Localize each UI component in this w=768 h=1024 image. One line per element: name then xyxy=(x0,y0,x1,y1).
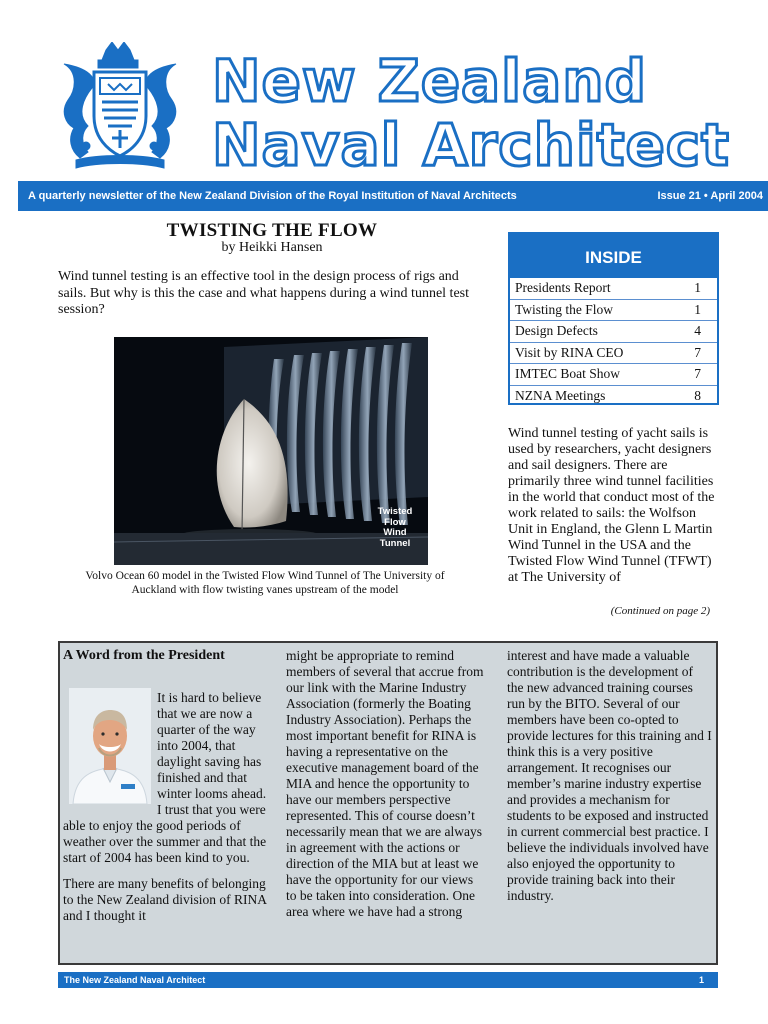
toc-item[interactable] xyxy=(510,278,717,300)
article-title: TWISTING THE FLOW xyxy=(166,220,378,241)
toc-item-label: NZNA Meetings xyxy=(515,387,606,403)
toc-item-page: 8 xyxy=(694,387,701,403)
toc-item-page: 1 xyxy=(694,280,701,295)
inside-contents-box xyxy=(508,232,719,405)
toc-item[interactable] xyxy=(510,386,717,407)
twisted-flow-logo: Twisted Flow Wind Tunnel xyxy=(377,506,413,549)
toc-item-label: Twisting the Flow xyxy=(515,301,614,317)
toc-item-page: 1 xyxy=(694,301,701,317)
toc-item-label: Presidents Report xyxy=(515,280,611,295)
toc-item-label: Design Defects xyxy=(515,323,598,338)
president-paragraph-2: There are many benefits of belonging to the New Zealand division of RINA and I thought it xyxy=(63,876,267,923)
issue-label: Issue 21 • April 2004 xyxy=(657,190,763,202)
president-heading: A Word from the President xyxy=(63,648,225,663)
article-byline: by Heikki Hansen xyxy=(221,240,323,255)
crest-logo xyxy=(58,42,182,176)
continued-note[interactable]: (Continued on page 2) xyxy=(610,605,710,617)
president-column-2: might be appropriate to remind members of several that accrue from our link with the Marine Industry Association (formerly the Boating Industry Association). Perhaps the most important benefit for RINA is having a representative on the executive management board of the MIA and hence the opportunity to have our members perspective represented. This of course doesn’t necessarily mean that we are always in agreement with the actions or direction of the MIA but at least we have the opportunity for our views to be taken into consideration. One area where we have had a strong xyxy=(286,648,484,919)
toc-item[interactable] xyxy=(510,364,717,386)
toc-item[interactable] xyxy=(510,343,717,365)
portrait-photo xyxy=(69,688,151,804)
inside-heading: INSIDE xyxy=(510,234,717,278)
president-paragraph-1: It is hard to believe that we are now a quarter of the way into 2004, that daylight saving has finished and that winter looms ahead. I trust that you were able to enjoy the good periods of weather over the summer and that the start of 2004 has been kind to you. xyxy=(63,690,267,865)
article-side-text: Wind tunnel testing of yacht sails is used by researchers, yacht designers and sail designers. There are primarily three wind tunnel facilities in the world that conduct most of the work related to sails: the Wolfson Unit in England, the Glenn L Martin Wind Tunnel in the USA and the Twisted Flow Wind Tunnel (TFWT) at The University of xyxy=(508,426,715,585)
photo-caption: Volvo Ocean 60 model in the Twisted Flow Wind Tunnel of The University of Auckland with flow twisting vanes upstream of the model xyxy=(85,570,445,596)
toc-item-label: Visit by RINA CEO xyxy=(515,344,624,360)
newsletter-title-line-2: Naval Architect xyxy=(212,111,730,179)
toc-item-page: 4 xyxy=(694,323,701,338)
wind-tunnel-photo xyxy=(114,337,428,565)
newsletter-title-line-1: New Zealand xyxy=(212,47,648,115)
toc-item-page: 7 xyxy=(694,366,701,381)
toc-item[interactable] xyxy=(510,321,717,343)
president-column-1 xyxy=(63,648,273,924)
footer-title: The New Zealand Naval Architect xyxy=(64,975,206,985)
president-column-3: interest and have made a valuable contribution is the development of the new advanced training courses run by the BITO. Several of our members have been co-opted to provide lectures for this training and I think this is a very positive arrangement. It recognises our member’s marine industry expertise and provides a mechanism for students to be exposed and instructed in current commercial best practice. I believe the individuals involved have also enjoyed the opportunity to provide training back into their industry. xyxy=(507,648,712,903)
toc-item-page: 7 xyxy=(694,344,701,360)
toc-item[interactable] xyxy=(510,300,717,322)
article-lead: Wind tunnel testing is an effective tool in the design process of rigs and sails. But why is this the case and what happens during a wind tunnel test session? xyxy=(58,269,469,317)
masthead-band xyxy=(18,181,768,211)
page-footer xyxy=(58,972,718,988)
page-number: 1 xyxy=(698,975,704,985)
toc-item-label: IMTEC Boat Show xyxy=(515,366,621,381)
newsletter-tagline: A quarterly newsletter of the New Zealand Division of the Royal Institution of Naval Architects xyxy=(28,190,517,202)
